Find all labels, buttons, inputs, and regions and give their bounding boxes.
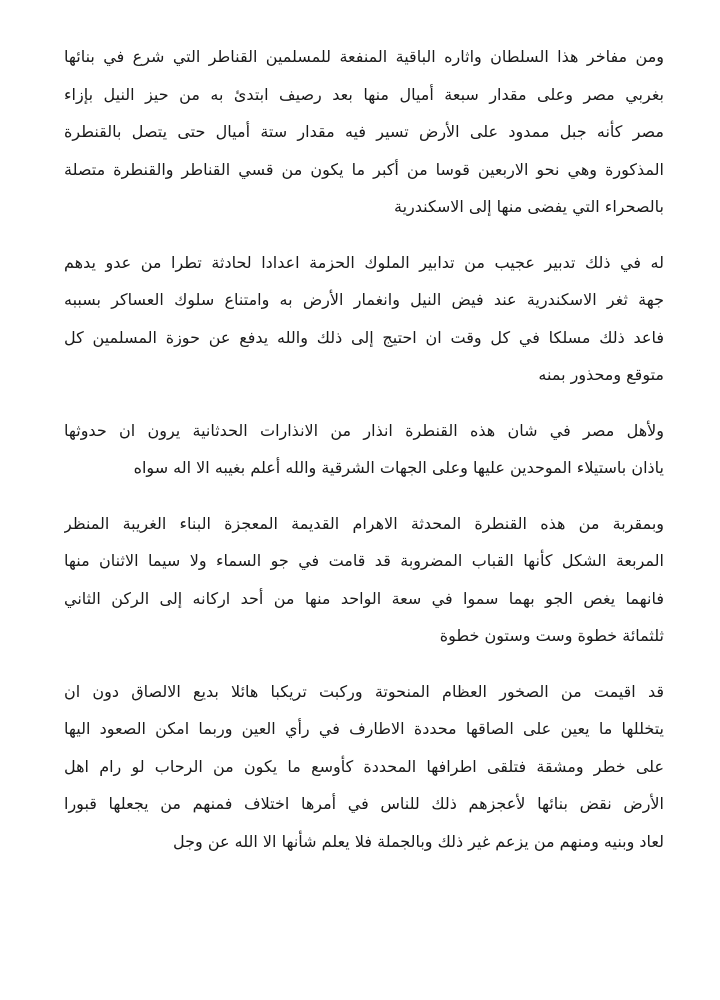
document-page [64,38,664,878]
text-line: بغربي مصر وعلى مقدار سبعة أميال منها بعد رصيف ابتدئ به من حيز النيل بإزاء [64,84,664,104]
paragraph-5 [64,673,664,861]
text-line: يتخللها ما يعين على الصاقها محددة الاطارف في رأي العين وربما امكن الصعود اليها [64,719,664,738]
text-line: مصر كأنه جبل ممدود على الأرض تسير فيه مقدار ستة أميال حتى يتصل بالقنطرة [64,122,664,141]
text-line: ياذان باستيلاء الموحدين عليها وعلى الجهات الشرقية والله أعلم بغيبه الا اله سواه [133,458,664,477]
text-line: ثلثمائة خطوة وست وستون خطوة [439,626,664,645]
text-line: ولأهل مصر في شان هذه القنطرة انذار من الانذارات الحدثانية يرون ان حدوثها [64,420,664,440]
text-line: قد اقيمت من الصخور العظام المنحوتة وركبت تريكبا هائلا بديع الالصاق دون ان [64,681,664,701]
text-line: ومن مفاخر هذا السلطان واثاره الباقية المنفعة للمسلمين القناطر التي شرع في بنائها [64,47,664,66]
text-line: فانهما يغص الجو بهما سموا في سعة الواحد منها من أحد اركانه إلى الركن الثاني [64,588,664,608]
paragraph-2 [64,244,664,394]
paragraph-1 [64,38,664,226]
text-line: الأرض نقض بنائها لأعجزهم ذلك للناس في أمرها اختلاف فمنهم من يجعلها قبورا [64,794,664,813]
paragraph-4 [64,505,664,655]
text-line: على خطر ومشقة فتلقى اطرافها المحددة كأوسع ما يكون من الرحاب لو رام اهل [64,756,664,776]
text-line: المذكورة وهي نحو الاربعين قوسا من أكبر ما يكون من قسي القناطر والقنطرة متصلة [64,159,664,179]
text-line: فاعد ذلك مسلكا في كل وقت ان احتيج إلى ذلك والله يدفع عن حوزة المسلمين كل [64,327,664,347]
text-line: بالصحراء التي يفضى منها إلى الاسكندرية [394,197,664,216]
text-line: المربعة الشكل كأنها القباب المضروبة قد قامت في جو السماء ولا سيما الاثنان منها [64,551,664,570]
text-line: جهة ثغر الاسكندرية عند فيض النيل وانغمار الأرض به وامتناع سلوك العساكر بسببه [64,290,664,309]
text-line: لعاد وبنيه ومنهم من يزعم غير ذلك وبالجملة فلا يعلم شأنها الا الله عن وجل [173,831,664,851]
text-line: له في ذلك تدبير عجيب من تدابير الملوك الحزمة اعدادا لحادثة تطرا من عدو يدهم [64,252,664,272]
text-line: وبمقربة من هذه القنطرة المحدثة الاهرام القديمة المعجزة البناء الغريبة المنظر [64,513,664,533]
paragraph-3 [64,412,664,487]
text-line: متوقع ومحذور بمنه [538,365,664,384]
